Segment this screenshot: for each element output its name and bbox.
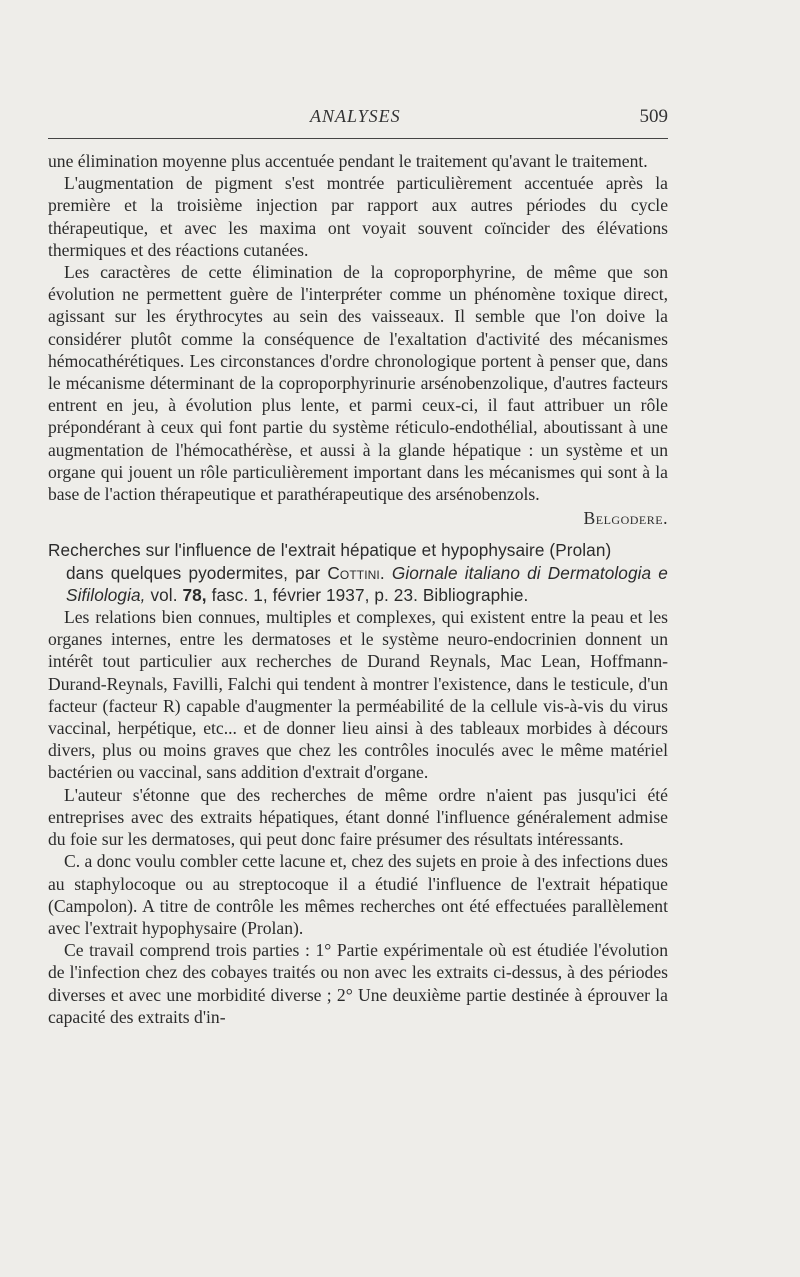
paragraph: une élimination moyenne plus accentuée pendant le traitement qu'avant le traitement. xyxy=(48,151,648,171)
paragraph: C. a donc voulu combler cette lacune et, chez des sujets en proie à des infections dues au staphylocoque ou au streptocoque il a étudié l'influence de l'extrait hépatique (Campolon). A titre de contrôle les mêmes recherches ont été effectuées parallèlement avec l'extrait hypophysaire (Prolan). xyxy=(48,851,668,938)
article-title: Recherches sur l'influence de l'extrait hépatique et hypophysaire (Prolan) xyxy=(48,540,612,561)
article-heading xyxy=(48,539,668,606)
paragraph: L'augmentation de pigment s'est montrée particulièrement accentuée après la première et la troisième injection par rapport aux autres périodes du cycle thérapeutique, et avec les maxima ont voyait souvent coïncider des élévations thermiques et des réactions cutanées. xyxy=(48,173,668,260)
article-title-cont xyxy=(48,562,668,606)
article-title-line2: dans quelques pyodermites, xyxy=(66,562,289,583)
signature: Belgodere. xyxy=(583,508,668,529)
body-text xyxy=(48,150,668,1028)
paragraph: Ce travail comprend trois parties : 1° Partie expérimentale où est étudiée l'évolution de l'infection chez des cobayes traités ou non avec les extraits ci-dessus, à des périodes diverses et avec une morbidité diverse ; 2° Une deuxième partie destinée à éprouver la capacité des extraits d'in- xyxy=(48,940,668,1027)
by-word: par xyxy=(295,562,321,583)
paragraph: Les caractères de cette élimination de la coproporphyrine, de même que son évolution ne permettent guère de l'interpréter comme un phénomène toxique direct, agissant sur les érythrocytes au sein des vaisseaux. Il semble que l'on doive la considérer plutôt comme la conséquence de l'exaltation d'activité des mécanismes hémocathérétiques. Les circonstances d'ordre chronologique portent à penser que, dans le mécanisme déterminant de la coproporphyrinurie arsénobenzolique, d'autres facteurs entrent en jeu, à évolution plus lente, et parmi ceux-ci, il faut attribuer un rôle prépondérant à ceux qui font partie du système réticulo-endothélial, aboutissant à une augmentation de l'hémocathérèse, et aussi à la glande hépatique : un système et un organe qui jouent un rôle particulièrement important dans les mécanismes qui sont à la base de l'action thérapeutique et parathérapeutique des arsénobenzols. xyxy=(48,262,668,505)
page-header xyxy=(48,104,668,134)
article-journal: Giornale italiano di Dermatologia e Sifilologia, xyxy=(66,562,668,605)
page-number: 509 xyxy=(639,106,668,127)
running-title: ANALYSES xyxy=(310,106,401,126)
article-author: Cottini. xyxy=(327,562,385,583)
vol-prefix: vol. xyxy=(150,584,178,605)
article-volume: 78, xyxy=(182,584,207,605)
paragraph: Les relations bien connues, multiples et complexes, qui existent entre la peau et les organes internes, entre les dermatoses et le système neuro-endocrinien donnent un intérêt tout particulier aux recherches de Durand Reynals, Mac Lean, Hoffmann-Durand-Reynals, Favilli, Falchi qui tendent à montrer l'existence, dans le testicule, d'un facteur (facteur R) capable d'augmenter la perméabilité de la cellule vis-à-vis du virus vaccinal, herpétique, etc... et de donner lieu ainsi à des tableaux morbides à décours divers, plus ou moins graves que chez les contrôles inoculés avec le même matériel bactérien ou vaccinal, sans addition d'extrait d'organe. xyxy=(48,607,668,783)
paragraph: L'auteur s'étonne que des recherches de même ordre n'aient pas jusqu'ici été entreprises avec des extraits hépatiques, étant donné l'influence généralement admise du foie sur les dermatoses, qui peut donc faire présumer des résultats intéressants. xyxy=(48,784,668,850)
header-rule xyxy=(48,138,668,139)
article-details: fasc. 1, février 1937, p. 23. Bibliographie. xyxy=(211,584,529,605)
